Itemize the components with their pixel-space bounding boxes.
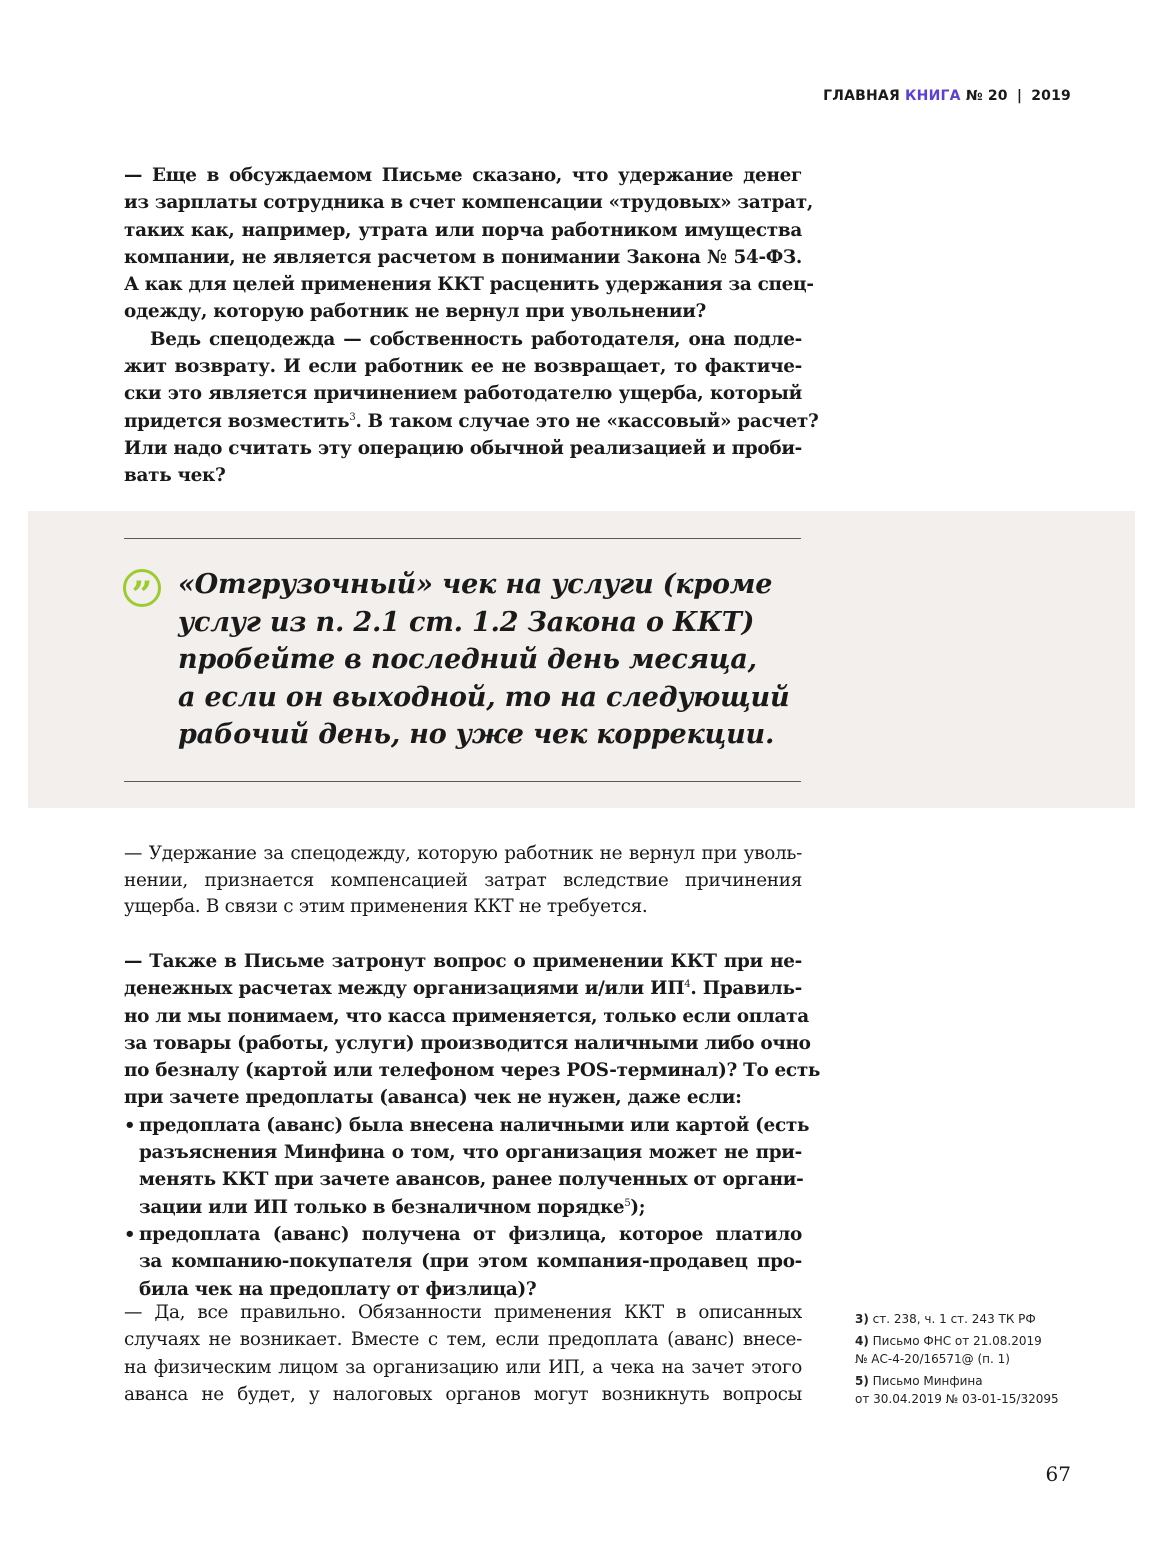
text-line: на физическим лицом за организацию или ИП, а чека на зачет этого [124,1356,802,1378]
text-line: • предоплата (аванс) получена от физлица, которое платило [139,1223,802,1245]
brand-word-main: ГЛАВНАЯ [823,88,900,104]
text-line: таких как, например, утрата или порча работником имущества [124,219,802,241]
pull-quote-line: рабочий день, но уже чек коррекции. [178,719,775,750]
text-line: ски это является причинением работодателю ущерба, который [124,383,802,405]
footnote-ref-5: 5 [624,1197,631,1209]
pull-quote-line: а если он выходной, то на следующий [178,681,790,713]
text-fragment: денежных расчетах между организациями и/или ИП [124,978,685,1000]
footnote-line [855,1310,1085,1328]
footnote-text: Письмо Минфина [868,1374,983,1388]
pull-quote [178,566,798,754]
text-fragment: зации или ИП только в безналичном порядке [139,1196,625,1218]
text-line: — Также в Письме затронут вопрос о применении ККТ при не- [124,951,802,972]
pull-quote-top-rule [124,538,801,539]
pull-quote-bottom-rule [124,781,801,782]
footnote [855,1372,1085,1408]
text-line: из зарплаты сотрудника в счет компенсации «трудовых» затрат, [124,192,813,214]
text-line: — Удержание за спецодежду, которую работник не вернул при уволь- [124,843,802,864]
text-line: Ведь спецодежда — собственность работодателя, она подле- [150,328,802,350]
brand-word-accent: КНИГА [905,88,961,104]
footnote [855,1310,1085,1328]
footnote-ref-3: 3 [349,411,356,423]
footnotes [855,1310,1085,1412]
pull-quote-line: пробейте в последний день месяца, [178,644,757,675]
text-fragment: ); [630,1196,646,1218]
running-header [823,88,1071,104]
footnote [855,1332,1085,1368]
page-number: 67 [1045,1462,1071,1486]
text-line [139,1194,802,1221]
text-line: нении, признается компенсацией затрат вследствие причинения [124,869,802,891]
question-1 [124,162,819,490]
footnote-ref-4: 4 [684,979,691,991]
text-line: Или надо считать эту операцию обычной реализацией и проби- [124,437,802,459]
text-line: А как для целей применения ККТ расценить удержания за спец- [124,274,814,296]
text-line: одежду, которую работник не вернул при увольнении? [124,301,707,323]
text-line: компании, не является расчетом в понимании Закона № 54-ФЗ. [124,246,802,268]
footnote-number: 3) [855,1312,869,1326]
text-line: • предоплата (аванс) была внесена наличными или картой (есть [139,1114,810,1136]
footnote-number: 4) [855,1334,869,1348]
footnote-text: ст. 238, ч. 1 ст. 243 ТК РФ [868,1312,1036,1326]
bullet-item [124,1221,802,1303]
text-line: разъяснения Минфина о том, что организация может не при- [139,1142,802,1164]
pull-quote-line: «Отгрузочный» чек на услуги (кроме [178,569,773,600]
quote-icon: ” [123,569,161,607]
text-line: по безналу (картой или телефоном через POS-терминал)? То есть [124,1060,821,1082]
text-line: случаях не возникает. Вместе с тем, если предоплата (аванс) внесе- [124,1329,802,1351]
text-fragment: . Правиль- [690,978,802,1000]
text-line: жит возврату. И если работник ее не возвращает, то фактиче- [124,356,802,378]
text-line: при зачете предоплаты (аванса) чек не нужен, даже если: [124,1087,742,1109]
issue-year: 2019 [1031,88,1071,104]
text-line: — Да, все правильно. Обязанности применения ККТ в описанных [124,1302,802,1323]
bullet-item [124,1112,810,1221]
pull-quote-line: услуг из п. 2.1 ст. 1.2 Закона о ККТ) [178,606,755,638]
text-line [124,408,819,435]
text-line: вать чек? [124,465,226,487]
text-line: за компанию-покупателя (при этом компания-продавец про- [139,1251,802,1273]
issue-number: № 20 [965,88,1008,104]
text-line: аванса не будет, у налоговых органов могут возникнуть вопросы [124,1383,802,1405]
footnote-text: Письмо ФНС от 21.08.2019 [868,1334,1042,1348]
footnote-number: 5) [855,1374,869,1388]
text-line: за товары (работы, услуги) производится наличными либо очно [124,1032,811,1054]
footnote-line [855,1332,1085,1350]
footnote-line [855,1372,1085,1390]
text-line: — Еще в обсуждаемом Письме сказано, что удержание денег [124,165,802,186]
header-separator: | [1016,88,1023,104]
text-fragment: придется возместить [124,410,350,432]
text-line: менять ККТ при зачете авансов, ранее полученных от органи- [139,1169,804,1191]
question-2 [124,948,821,1303]
footnote-text: № АС-4-20/16571@ (п. 1) [855,1352,1010,1366]
text-line: ущерба. В связи с этим применения ККТ не требуется. [124,896,648,917]
text-line: била чек на предоплату от физлица)? [139,1278,537,1300]
footnote-text: от 30.04.2019 № 03-01-15/32095 [855,1392,1059,1406]
text-line [124,975,802,1002]
text-fragment: . В таком случае это не «кассовый» расчет? [355,410,819,432]
answer-2 [124,1299,802,1408]
answer-1 [124,841,802,921]
text-line: но ли мы понимаем, что касса применяется, только если оплата [124,1005,809,1027]
